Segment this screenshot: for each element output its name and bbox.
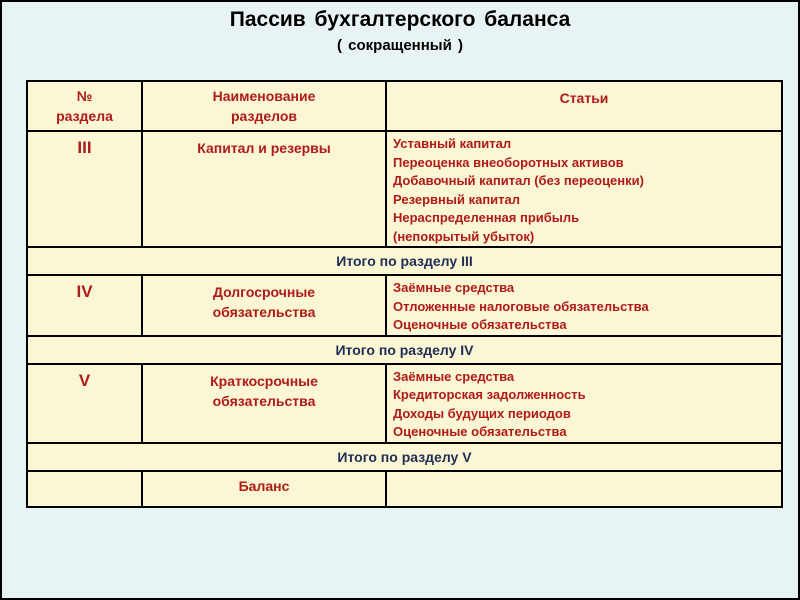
balance-empty-cell <box>27 471 142 507</box>
header-items: Статьи <box>386 81 782 131</box>
balance-items-empty-cell <box>386 471 782 507</box>
list-item: Заёмные средства <box>393 368 515 384</box>
section-total: Итого по разделу V <box>27 443 782 471</box>
section-name: Краткосрочные обязательства <box>142 364 386 443</box>
list-item: Резервный капитал <box>393 191 521 207</box>
table-header-row <box>27 81 782 131</box>
list-item: Уставный капитал <box>393 136 512 151</box>
list-item: Оценочные обязательства <box>393 424 567 439</box>
section-row-v <box>27 364 782 443</box>
balance-table <box>26 80 783 508</box>
list-item: Нераспределенная прибыль <box>393 210 580 225</box>
section-number: IV <box>27 275 142 336</box>
list-item: Переоценка внеоборотных активов <box>393 154 624 170</box>
page-title: Пассив бухгалтерского баланса <box>229 8 571 31</box>
list-item: Оценочные обязательства <box>393 317 567 332</box>
section-total: Итого по разделу IV <box>27 336 782 364</box>
list-item: (непокрытый убыток) <box>393 228 535 244</box>
section-number: III <box>27 131 142 247</box>
section-items <box>386 275 782 336</box>
total-row-v <box>27 443 782 471</box>
header-section-number: № раздела <box>27 81 142 131</box>
page-subtitle: ( сокращенный ) <box>337 37 463 54</box>
section-name: Капитал и резервы <box>142 131 386 247</box>
section-items <box>386 364 782 443</box>
list-item: Доходы будущих периодов <box>393 405 571 421</box>
header-section-name: Наименование разделов <box>142 81 386 131</box>
balance-row <box>27 471 782 507</box>
list-item: Добавочный капитал (без переоценки) <box>393 173 644 188</box>
list-item: Заёмные средства <box>393 280 515 295</box>
section-name: Долгосрочные обязательства <box>142 275 386 336</box>
section-total: Итого по разделу III <box>27 247 782 275</box>
balance-label-cell <box>142 471 386 507</box>
section-number: V <box>27 364 142 443</box>
section-row-iii <box>27 131 782 247</box>
total-row-iii <box>27 247 782 275</box>
balance-label: Баланс <box>238 477 290 494</box>
list-item: Отложенные налоговые обязательства <box>393 298 649 314</box>
section-row-iv <box>27 275 782 336</box>
total-row-iv <box>27 336 782 364</box>
list-item: Кредиторская задолженность <box>393 387 586 402</box>
section-items <box>386 131 782 247</box>
